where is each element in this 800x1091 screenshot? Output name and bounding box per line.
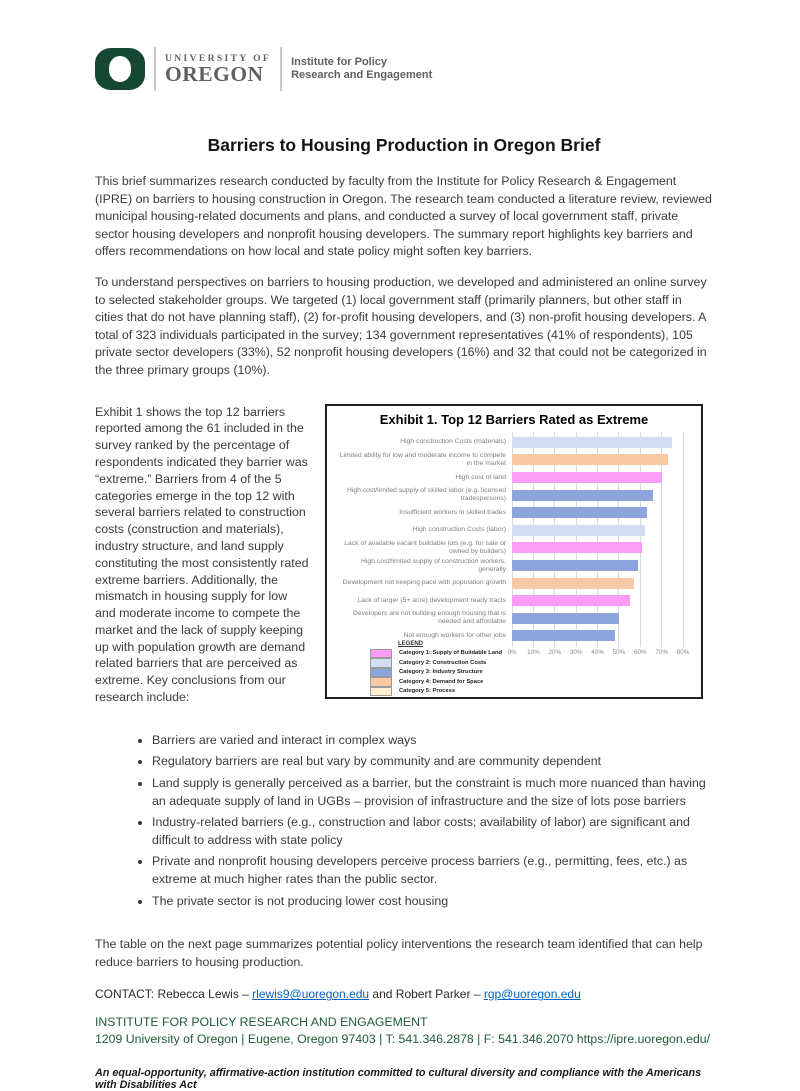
bar [512,507,647,518]
x-axis-tick-label: 60% [633,648,647,656]
wordmark-university-of: UNIVERSITY OF [165,54,272,64]
chart-gridline [683,432,684,647]
bar-category-label: High construction Costs (materials) [400,438,506,446]
uo-logo-lockup [95,45,713,93]
bar [512,542,642,553]
contact-middle: and Robert Parker – [369,987,484,1002]
x-axis-tick-label: 0% [507,648,517,656]
exhibit-section [95,404,713,706]
bar-category-label: Limited ability for low and moderate income to compete in the market [339,451,506,467]
bar [512,613,619,624]
intro-paragraph-2: To understand perspectives on barriers to housing production, we developed and administered an online survey to selected stakeholder groups. We targeted (1) local government staff (primarily planners, but other staff in cities that do not have planning staff), (2) for-profit housing developers, and (3) non-profit housing developers. A total of 323 individuals participated in the survey; 134 government representatives (41% of respondents), 105 private sector developers (33%), 52 nonprofit housing developers (16%) and 32 that could not be categorized in the three primary groups (10%). [95,274,707,377]
bar-category-label: Developers are not building enough housing that is needed and affordable [352,610,506,626]
list-item: • Land supply is generally perceived as a barrier, but the constraint is much more nuanced than having an adequate supply of land in UGBs – provision of infrastructure and the size of lots pose barriers [152,775,713,810]
x-axis-tick-label: 30% [569,648,583,656]
legend-label: Category 4: Demand for Space [399,678,484,685]
legend-swatch [370,658,392,668]
x-axis-tick-label: 70% [655,648,668,656]
contact-prefix: CONTACT: Rebecca Lewis – [95,987,253,1002]
logo-divider [280,47,282,91]
bar-category-label: High cost/limited supply of skilled labor (e.g. licensed tradespersons) [346,487,506,503]
uo-o-logo-icon [95,48,145,90]
x-axis-tick-label: 10% [527,648,540,656]
footer-institute-block [95,1014,713,1048]
bar [512,595,630,606]
x-axis-tick-label: 80% [676,648,690,656]
bar-category-label: High construction Costs (labor) [412,526,506,534]
bar-category-label: Lack of available vacant buildable lots (e.g. for sale or owned by builders) [344,539,506,555]
x-axis-tick-label: 40% [591,648,604,656]
list-item: • Barriers are varied and interact in complex ways [152,732,713,750]
key-conclusions-list [95,732,713,910]
bar-category-label: High cost/limited supply of construction workers, generally [360,557,506,573]
email-link-rlewis9[interactable]: rlewis9@uoregon.edu [252,987,370,1002]
intro-paragraph-1: This brief summarizes research conducted by faculty from the Institute for Policy Research & Engagement (IPRE) on barriers to housing construction in Oregon. The research team conducted a literature review, reviewed municipal housing-related documents and plans, and conducted a survey of local government staff, private sector housing developers and nonprofit housing developers. The summary report highlights key barriers and offers recommendations on how local and state policy might soften key barriers. [95,174,712,259]
bar [512,454,668,465]
bar [512,490,653,501]
footer-address-line: 1209 University of Oregon | Eugene, Oregon 97403 | T: 541.346.2878 | F: 541.346.2070 https://ipre.uoregon.edu/ [95,1032,711,1047]
legend-swatch [370,677,392,687]
legend-swatch [370,649,392,659]
legend-label: Category 2: Construction Costs [399,659,487,666]
legend-row [370,658,502,668]
bar-category-label: Not enough workers for other jobs [403,631,506,639]
x-axis-tick-label: 20% [548,648,562,656]
uo-wordmark [165,54,271,84]
legend-row [370,649,502,659]
email-link-rgp[interactable]: rgp@uoregon.edu [483,987,581,1002]
bar-category-label: Insufficient workers in skilled trades [399,508,506,516]
contact-line [95,987,713,1001]
exhibit-chart [325,404,703,699]
list-item: • The private sector is not producing lower cost housing [152,893,713,911]
bar [512,578,634,589]
bar-category-label: High cost of land [455,473,506,481]
footer-institute-name: INSTITUTE FOR POLICY RESEARCH AND ENGAGEMENT [95,1015,428,1030]
bar [512,472,662,483]
legend-label: Category 1: Supply of Buildable Land [399,650,503,657]
wordmark-oregon: OREGON [165,62,264,86]
x-axis-tick-label: 50% [612,648,626,656]
bar [512,560,638,571]
chart-legend [370,641,502,697]
list-item: • Industry-related barriers (e.g., construction and labor costs; availability of labor) are significant and difficult to address with state policy [152,814,713,849]
logo-divider [154,47,156,91]
list-item: • Regulatory barriers are real but vary by community and are community dependent [152,753,713,771]
legend-row [370,668,502,678]
footer-disclaimer: An equal-opportunity, affirmative-action institution committed to cultural diversity and compliance with the Americans with Disabilities Act [95,1067,702,1091]
bar [512,437,672,448]
closing-paragraph: The table on the next page summarizes potential policy interventions the research team identified that can help reduce barriers to housing production. [95,937,703,969]
page-title: Barriers to Housing Production in Oregon Brief [207,135,601,155]
legend-swatch [370,687,392,697]
bar [512,525,645,536]
chart-title: Exhibit 1. Top 12 Barriers Rated as Extreme [379,411,649,427]
legend-row [370,677,502,687]
legend-title: LEGEND [398,640,424,647]
bar [512,630,615,641]
bar-category-label: Lack of larger (5+ acre) development ready tracts [357,596,506,604]
institute-name: Institute for Policy Research and Engagement [291,55,433,81]
exhibit-intro-text: Exhibit 1 shows the top 12 barriers reported among the 61 included in the survey ranked by the percentage of respondents indicated they barrier was “extreme.” Barriers from 4 of the 5 categories emerge in the top 12 with several barriers related to construction costs (construction and materials), industry structure, and land supply constituting the most consistently rated extreme barriers. Additionally, the mismatch in housing supply for low and moderate income to compete the market and the lack of supply keeping up with population growth are demand related barriers that are perceived as extreme. Key conclusions from our research include: [95,404,309,705]
legend-label: Category 5: Process [399,688,456,695]
bar-category-label: Development not keeping pace with population growth [342,579,506,587]
list-item: • Private and nonprofit housing developers perceive process barriers (e.g., permitting, fees, etc.) as extreme at much higher rates than the public sector. [152,853,713,888]
legend-label: Category 3: Industry Structure [399,669,483,676]
legend-swatch [370,668,392,678]
legend-row [370,687,502,697]
